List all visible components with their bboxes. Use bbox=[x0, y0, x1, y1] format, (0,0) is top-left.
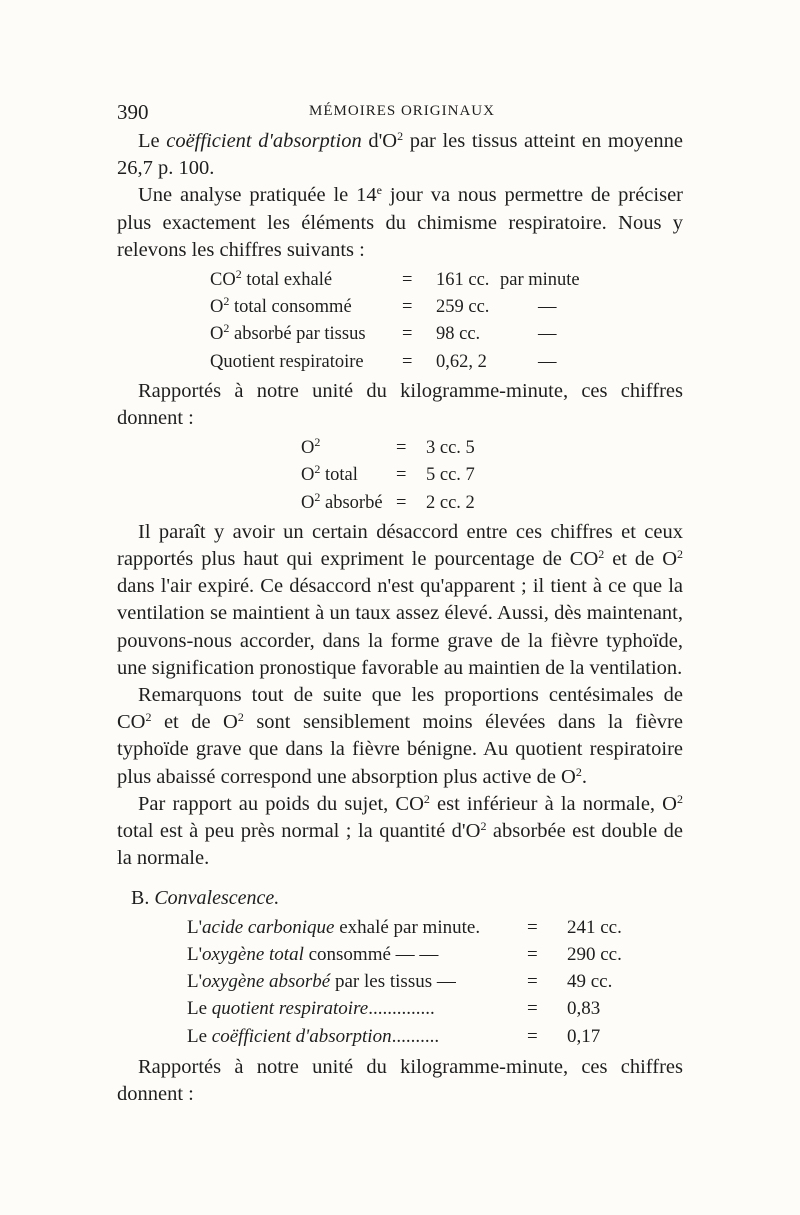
section-heading-convalescence: B. Convalescence. bbox=[131, 887, 280, 910]
table-row: $CO^2$ total exhalé = 161 cc. par minute bbox=[210, 267, 580, 291]
per-kilogram-table bbox=[301, 435, 475, 517]
table-row: L'acide carbonique exhalé par minute. = 241 cc. bbox=[187, 916, 622, 938]
table-row: L'oxygène absorbé par les tissus — = 49 cc. bbox=[187, 971, 613, 993]
table-row: Le coëfficient d'absorption.......... = 0,17 bbox=[187, 1025, 601, 1047]
table-row: L'oxygène total consommé — — = 290 cc. bbox=[187, 943, 622, 965]
running-title: MÉMOIRES ORIGINAUX bbox=[309, 103, 495, 119]
paragraph-analysis: Une analyse pratiquée le 14e jour va nous permettre de préciser plus exactement les éléments du chimisme respiratoire. Nous y relevons les chiffres suivants : bbox=[117, 183, 684, 261]
table-row: Le quotient respiratoire.............. = 0,83 bbox=[187, 998, 601, 1020]
paragraph-kilogram-minute: Rapportés à notre unité du kilogramme-minute, ces chiffres donnent : bbox=[117, 379, 683, 430]
paragraph-disagreement: Il paraît y avoir un certain désaccord entre ces chiffres et ceux rapportés plus haut qui expriment le pourcentage de $CO^2$ et de $O^2$ dans l'air expiré. Ce désaccord n'est qu'apparent ; il tient à ce que la ventilation se maintient à un taux assez élevé. Aussi, dès maintenant, pouvons-nous accorder, dans la forme grave de la fièvre typhoïde, une signification pronostique favorable au maintien de la ventilation. bbox=[117, 520, 683, 679]
italic-term: coëfficient d'absorption bbox=[166, 130, 362, 152]
page-body bbox=[117, 128, 683, 1108]
table-row: $O^2$ total = 5 cc. 7 bbox=[301, 462, 475, 486]
paragraph-kilogram-minute-2: Rapportés à notre unité du kilogramme-minute, ces chiffres donnent : bbox=[117, 1055, 683, 1105]
page-header bbox=[117, 100, 687, 128]
table-row: $O^2$ = 3 cc. 5 bbox=[301, 435, 475, 459]
table-row: $O^2$ absorbé par tissus = 98 cc. — bbox=[210, 321, 557, 345]
page-number: 390 bbox=[117, 100, 149, 124]
table-row: Quotient respiratoire = 0,62, 2 — bbox=[210, 351, 557, 372]
table-row: $O^2$ total consommé = 259 cc. — bbox=[210, 294, 557, 318]
respiratory-figures-table bbox=[210, 267, 595, 376]
paragraph-proportions: Remarquons tout de suite que les proportions centésimales de $CO^2$ et de $O^2$ sont sensiblement moins élevées dans la fièvre typhoïde grave que dans la fièvre bénigne. Au quotient respiratoire plus abaissé correspond une absorption plus active de $O^2$. bbox=[117, 684, 683, 788]
table-row: $O^2$ absorbé = 2 cc. 2 bbox=[301, 489, 475, 513]
paragraph-absorption-coefficient: Le coëfficient d'absorption $d'O^2$ par les tissus atteint en moyenne 26,7 p. 100. bbox=[117, 129, 683, 180]
paragraph-body-weight: Par rapport au poids du sujet, $CO^2$ est inférieur à la normale, $O^2$ total est à peu près normal ; la quantité $d'O^2$ absorbée est double de la normale. bbox=[117, 791, 683, 870]
convalescence-table bbox=[187, 914, 622, 1050]
